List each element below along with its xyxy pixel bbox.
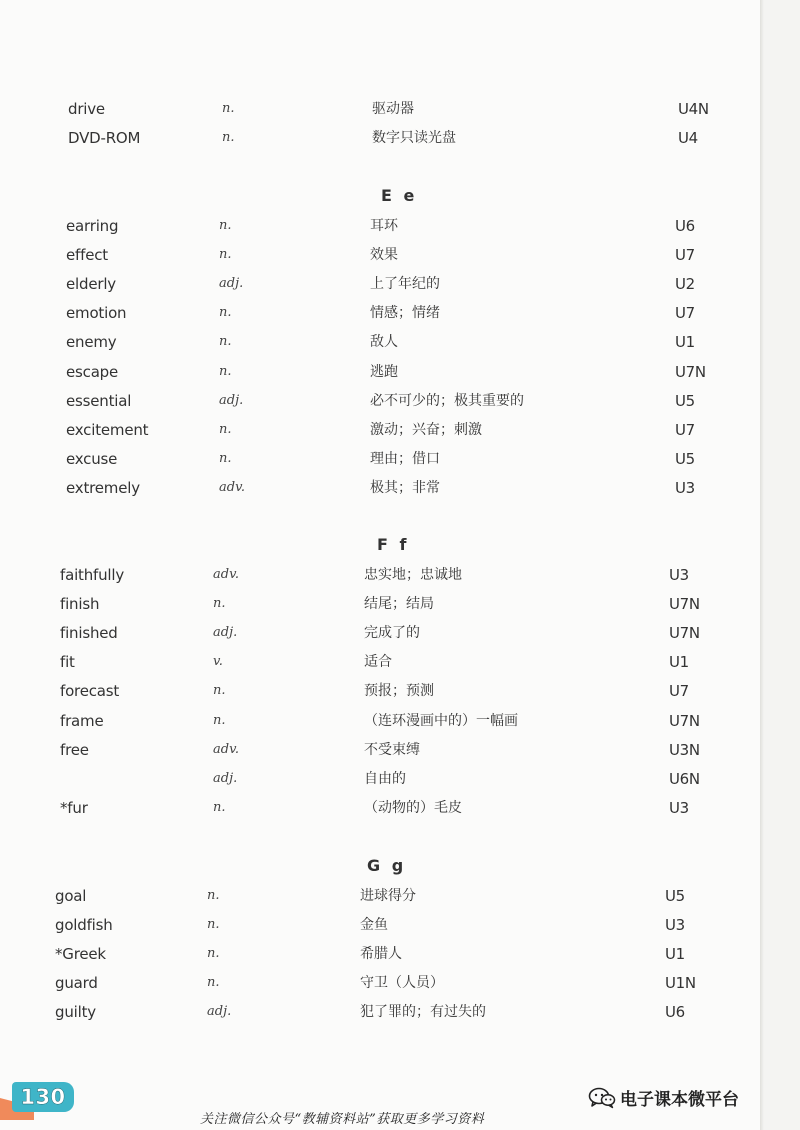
watermark [588, 1085, 739, 1110]
entry-word: essential [66, 391, 132, 410]
entry-part-of-speech: adv. [213, 741, 240, 757]
entry-unit: U3N [669, 740, 700, 759]
entry-word: finished [60, 624, 118, 643]
entry-word: free [60, 740, 89, 759]
glossary-entry [0, 766, 762, 792]
glossary-entry [0, 125, 762, 151]
entry-part-of-speech: adj. [219, 276, 244, 292]
entry-meaning: 数字只读光盘 [372, 130, 456, 147]
entry-meaning: 耳环 [370, 218, 398, 234]
entry-word: frame [60, 711, 104, 730]
entry-part-of-speech: adv. [219, 479, 246, 495]
section-heading: G g [367, 856, 407, 875]
glossary-entry [0, 970, 762, 996]
entry-part-of-speech: adv. [213, 567, 240, 582]
glossary-entry [0, 883, 762, 909]
entry-meaning: 结尾；结局 [364, 596, 434, 613]
entry-unit: U7N [675, 362, 706, 381]
watermark-text: 电子课本微平台 [620, 1090, 739, 1110]
entry-word: emotion [66, 304, 127, 323]
entry-unit: U7N [669, 595, 700, 614]
entry-meaning: 忠实地；忠诚地 [364, 567, 462, 583]
entry-meaning: 预报；预测 [364, 683, 434, 700]
glossary-entry [0, 359, 762, 385]
page-number: 130 [12, 1082, 74, 1112]
glossary-entry [0, 678, 762, 704]
entry-meaning: （连环漫画中的）一幅画 [364, 712, 518, 729]
entry-meaning: 驱动器 [372, 101, 414, 117]
entry-unit: U6 [675, 217, 695, 235]
entry-meaning: （动物的）毛皮 [364, 799, 462, 816]
entry-word: finish [60, 595, 100, 614]
entry-meaning: 极其；非常 [370, 479, 440, 496]
entry-unit: U6 [665, 1003, 685, 1022]
entry-meaning: 希腊人 [360, 946, 402, 963]
entry-word: excuse [66, 449, 118, 468]
entry-unit: U7 [675, 304, 695, 323]
glossary-entry [0, 620, 762, 646]
entry-part-of-speech: n. [219, 247, 232, 263]
entry-unit: U6N [669, 769, 700, 788]
entry-unit: U4N [678, 100, 709, 118]
entry-unit: U1N [665, 974, 696, 993]
entry-unit: U3 [669, 566, 689, 584]
footer-note: 关注微信公众号“教辅资料站”获取更多学习资料 [200, 1112, 485, 1127]
entry-unit: U7N [669, 711, 700, 730]
glossary-entry [0, 475, 762, 501]
entry-meaning: 不受束缚 [364, 741, 420, 758]
glossary-entry [0, 708, 762, 734]
entry-part-of-speech: n. [207, 975, 220, 991]
glossary-entry [0, 999, 762, 1025]
glossary-entry [0, 271, 762, 297]
entry-unit: U4 [678, 129, 698, 148]
entry-part-of-speech: n. [219, 218, 232, 233]
entry-part-of-speech: n. [222, 130, 235, 146]
wechat-icon [588, 1087, 616, 1109]
glossary-entry [0, 941, 762, 967]
entry-word: goldfish [55, 916, 113, 935]
entry-meaning: 进球得分 [360, 888, 416, 904]
glossary-entry [0, 912, 762, 938]
entry-meaning: 犯了罪的；有过失的 [360, 1004, 486, 1021]
entry-meaning: 理由；借口 [370, 450, 440, 467]
entry-word: escape [66, 362, 119, 381]
entry-part-of-speech: adj. [213, 625, 238, 641]
entry-part-of-speech: n. [219, 334, 232, 350]
entry-meaning: 必不可少的；极其重要的 [370, 392, 524, 409]
entry-unit: U5 [675, 449, 695, 468]
entry-unit: U1 [669, 653, 689, 672]
glossary-entry [0, 737, 762, 763]
entry-meaning: 逃跑 [370, 363, 398, 380]
glossary-entry [0, 446, 762, 472]
entry-unit: U7 [675, 420, 695, 439]
entry-part-of-speech: n. [222, 101, 235, 116]
section-heading: E e [381, 186, 418, 205]
entry-part-of-speech: n. [207, 888, 220, 903]
entry-word: extremely [66, 478, 140, 497]
entry-word: *fur [60, 798, 88, 817]
entry-word: *Greek [55, 945, 106, 964]
entry-meaning: 激动；兴奋；刺激 [370, 421, 482, 438]
entry-meaning: 适合 [364, 654, 392, 671]
glossary-entry [0, 562, 762, 588]
entry-word: DVD-ROM [68, 129, 141, 148]
entry-unit: U5 [675, 391, 695, 410]
entry-unit: U3 [669, 798, 689, 817]
glossary-entry [0, 300, 762, 326]
entry-unit: U3 [675, 478, 695, 497]
entry-unit: U1 [675, 333, 695, 352]
entry-part-of-speech: n. [219, 363, 232, 379]
entry-meaning: 敌人 [370, 334, 398, 351]
entry-meaning: 效果 [370, 247, 398, 264]
entry-word: faithfully [60, 566, 125, 584]
glossary-entry [0, 388, 762, 414]
entry-part-of-speech: adj. [207, 1004, 232, 1020]
entry-part-of-speech: n. [219, 450, 232, 466]
entry-unit: U7 [675, 246, 695, 265]
entry-part-of-speech: n. [213, 799, 226, 815]
entry-unit: U1 [665, 945, 685, 964]
entry-word: fit [60, 653, 75, 672]
glossary-entry [0, 649, 762, 675]
entry-word: elderly [66, 275, 116, 294]
entry-unit: U7 [669, 682, 689, 701]
entry-word: guilty [55, 1003, 96, 1022]
glossary-entry [0, 795, 762, 821]
entry-meaning: 完成了的 [364, 625, 420, 642]
entry-word: goal [55, 887, 87, 905]
entry-word: guard [55, 974, 98, 993]
entry-part-of-speech: n. [219, 305, 232, 321]
glossary-entry [0, 242, 762, 268]
glossary-entry [0, 96, 762, 122]
entry-word: forecast [60, 682, 120, 701]
glossary-entry [0, 329, 762, 355]
entry-word: enemy [66, 333, 117, 352]
entry-meaning: 守卫（人员） [360, 975, 444, 992]
glossary-entry [0, 213, 762, 239]
entry-meaning: 金鱼 [360, 917, 388, 934]
section-heading: F f [377, 535, 410, 554]
entry-part-of-speech: adj. [213, 770, 238, 786]
entry-unit: U3 [665, 916, 685, 935]
entry-part-of-speech: n. [213, 596, 226, 612]
entry-unit: U7N [669, 624, 700, 643]
entry-part-of-speech: n. [213, 712, 226, 728]
entry-meaning: 上了年纪的 [370, 276, 440, 293]
entry-word: excitement [66, 420, 149, 439]
entry-unit: U5 [665, 887, 685, 905]
entry-meaning: 自由的 [364, 770, 406, 787]
glossary-entry [0, 591, 762, 617]
entry-part-of-speech: n. [207, 917, 220, 933]
entry-word: effect [66, 246, 108, 265]
entry-part-of-speech: n. [207, 946, 220, 962]
glossary-entry [0, 417, 762, 443]
entry-meaning: 情感；情绪 [370, 305, 440, 322]
entry-part-of-speech: n. [219, 421, 232, 437]
entry-unit: U2 [675, 275, 695, 294]
entry-part-of-speech: n. [213, 683, 226, 699]
entry-part-of-speech: adj. [219, 392, 244, 408]
entry-word: earring [66, 217, 119, 235]
entry-word: drive [68, 100, 105, 118]
entry-part-of-speech: v. [213, 654, 223, 670]
